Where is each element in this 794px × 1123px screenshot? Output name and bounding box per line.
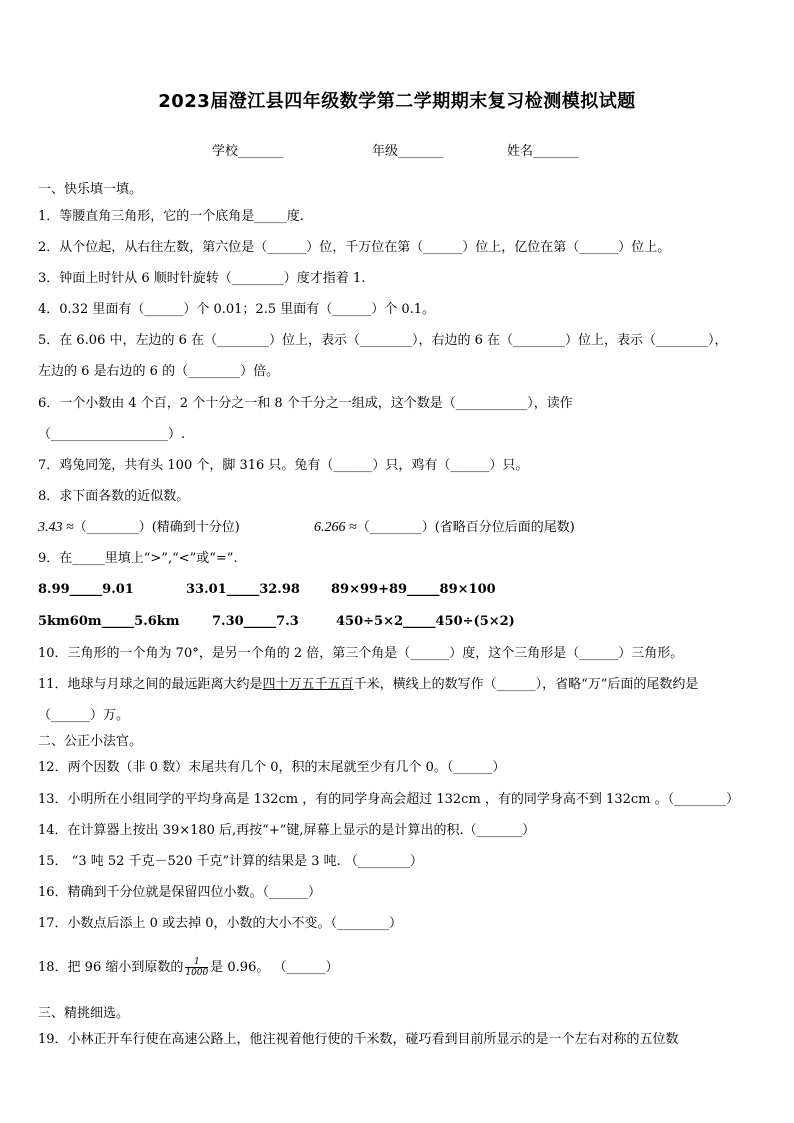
question-17: 17．小数点后添上 0 或去掉 0，小数的大小不变。（________） <box>38 916 402 931</box>
q18-suffix: 是 0.96。 （______） <box>210 960 339 975</box>
fraction-numerator: 1 <box>185 957 208 968</box>
question-5-line-1: 5．在 6.06 中，左边的 6 在（________）位上，表示（________），右边的 6 在（________）位上，表示（________）， <box>38 333 728 348</box>
question-11-line-2: （______）万。 <box>38 708 130 723</box>
question-7: 7．鸡兔同笼，共有头 100 个，脚 316 只。兔有（______）只，鸡有（______）只。 <box>38 458 529 473</box>
question-14: 14．在计算器上按出 39×180 后,再按“+”键,屏幕上显示的是计算出的积.（_______） <box>38 823 536 838</box>
page-title: 2023届澄江县四年级数学第二学期期末复习检测模拟试题 <box>158 91 636 112</box>
question-10: 10．三角形的一个角为 70°，是另一个角的 2 倍，第三个角是（______）度，这个三角形是（______）三角形。 <box>38 646 684 661</box>
question-11-line-1 <box>38 676 698 694</box>
question-3: 3．钟面上时针从 6 顺时针旋转（________）度才指着 1. <box>38 271 366 286</box>
question-15: 15． “3 吨 52 千克－520 千克”计算的结果是 3 吨. （________） <box>38 854 423 869</box>
question-6-line-2: （__________________）. <box>38 427 186 442</box>
section-1-heading: 一、快乐填一填。 <box>38 182 143 197</box>
fraction-one-thousandth <box>185 957 208 978</box>
compare-cell-6: 450÷5×2_____450÷(5×2) <box>336 614 515 629</box>
section-3-heading: 三、精挑细选。 <box>38 1006 130 1021</box>
q8a-math: 3.43 ≈ <box>38 520 74 535</box>
question-18 <box>38 957 338 978</box>
section-2-heading: 二、公正小法官。 <box>38 734 143 749</box>
question-13: 13．小明所在小组同学的平均身高是 132cm ，有的同学身高会超过 132cm ，有的同学身高不到 132cm 。（________） <box>38 792 740 807</box>
question-5-line-2: 左边的 6 是右边的 6 的（________）倍。 <box>38 364 280 379</box>
question-19: 19．小林正开车行使在高速公路上，他注视着他行使的千米数，碰巧看到目前所显示的是一个左右对称的五位数 <box>38 1032 679 1047</box>
question-2: 2．从个位起，从右往左数，第六位是（______）位，千万位在第（______）位上，亿位在第（______）位上。 <box>38 240 671 255</box>
question-16: 16．精确到千分位就是保留四位小数。（______） <box>38 885 322 900</box>
q18-prefix: 18．把 96 缩小到原数的 <box>38 960 184 975</box>
question-9: 9．在_____里填上“>”,“<”或“=”. <box>38 551 238 566</box>
q8b-text: （________）(省略百分位后面的尾数) <box>356 520 575 535</box>
fraction-denominator: 1000 <box>185 968 209 978</box>
q11-underlined-number: 四十万五千五百 <box>262 677 354 692</box>
question-8: 8．求下面各数的近似数。 <box>38 489 190 504</box>
q11-suffix: 千米，横线上的数写作（______），省略“万”后面的尾数约是 <box>353 677 699 692</box>
question-1: 1．等腰直角三角形，它的一个底角是_____度. <box>38 209 304 224</box>
compare-cell-1: 8.99_____9.01 <box>38 582 134 597</box>
compare-cell-5: 7.30_____7.3 <box>212 614 299 629</box>
compare-cell-4: 5km60m_____5.6km <box>38 614 180 629</box>
question-6-line-1: 6．一个小数由 4 个百，2 个十分之一和 8 个千分之一组成，这个数是（___________），读作 <box>38 396 573 411</box>
compare-cell-3: 89×99+89_____89×100 <box>331 582 496 597</box>
compare-cell-2: 33.01_____32.98 <box>186 582 300 597</box>
q11-prefix: 11．地球与月球之间的最远距离大约是 <box>38 677 263 692</box>
name-field: 姓名_______ <box>507 144 579 159</box>
question-4: 4．0.32 里面有（______）个 0.01；2.5 里面有（______）个 0.1。 <box>38 302 436 317</box>
school-field: 学校_______ <box>212 144 284 159</box>
question-8-part-b <box>314 519 575 537</box>
q8b-math: 6.266 ≈ <box>314 520 357 535</box>
question-8-part-a <box>38 519 240 537</box>
question-12: 12．两个因数（非 0 数）末尾共有几个 0，积的末尾就至少有几个 0。（______） <box>38 760 506 775</box>
grade-field: 年级_______ <box>372 144 444 159</box>
q8a-text: （________）(精确到十分位) <box>73 520 240 535</box>
